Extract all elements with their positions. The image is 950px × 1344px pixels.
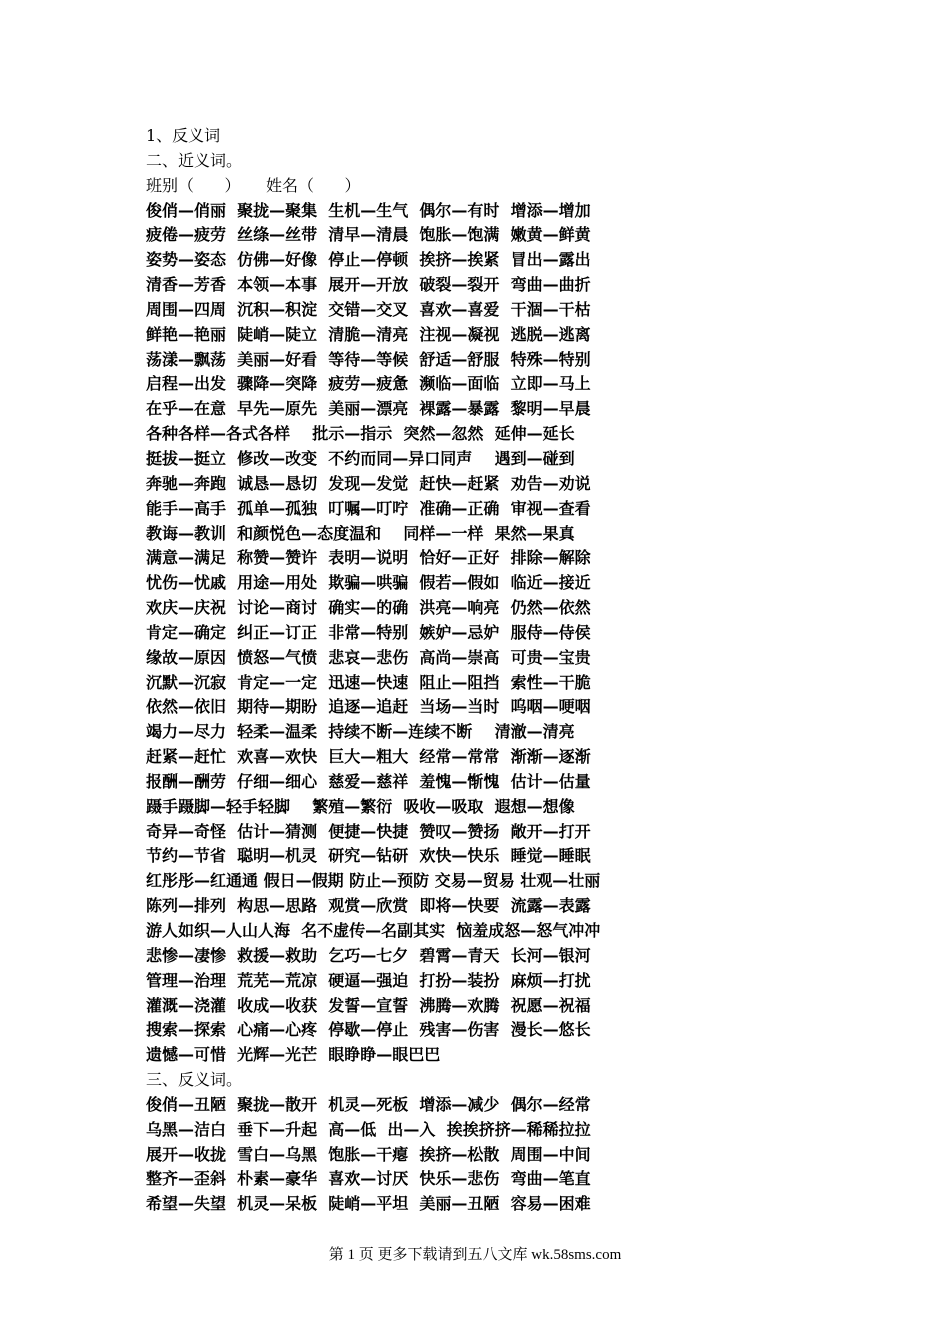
- word-pair-line: 荡漾—飘荡 美丽—好看 等待—等候 舒适—舒服 特殊—特别: [146, 349, 591, 369]
- word-pair-line: 启程—出发 骤降—突降 疲劳—疲惫 濒临—面临 立即—马上: [146, 374, 591, 394]
- word-pair-line: 悲惨—凄惨 救援—救助 乞巧—七夕 碧霄—青天 长河—银河: [146, 945, 591, 965]
- word-pair-line: 蹑手蹑脚—轻手轻脚 繁殖—繁衍 吸收—吸取 遐想—想像: [146, 796, 575, 816]
- page-footer: 第 1 页 更多下载请到五八文库 wk.58sms.com: [328, 1247, 622, 1263]
- word-pair-line: 希望—失望 机灵—呆板 陡峭—平坦 美丽—丑陋 容易—困难: [146, 1194, 591, 1214]
- word-pair-line: 教诲—教训 和颜悦色—态度温和 同样—一样 果然—果真: [146, 523, 575, 543]
- word-pair-line: 缘故—原因 愤怒—气愤 悲哀—悲伤 高尚—崇高 可贵—宝贵: [146, 647, 591, 667]
- word-pair-line: 各种各样—各式各样 批示—指示 突然—忽然 延伸—延长: [146, 424, 575, 444]
- word-pair-line: 节约—节省 聪明—机灵 研究—钻研 欢快—快乐 睡觉—睡眠: [146, 846, 591, 866]
- word-pair-line: 清香—芳香 本领—本事 展开—开放 破裂—裂开 弯曲—曲折: [146, 275, 591, 295]
- word-pair-line: 挺拔—挺立 修改—改变 不约而同—异口同声 遇到—碰到: [146, 448, 575, 468]
- word-pair-line: 满意—满足 称赞—赞许 表明—说明 恰好—正好 排除—解除: [146, 548, 591, 568]
- word-pair-line: 奇异—奇怪 估计—猜测 便捷—快捷 赞叹—赞扬 敞开—打开: [146, 821, 591, 841]
- document-body: [146, 124, 846, 1217]
- word-pair-line: 肯定—确定 纠正—订正 非常—特别 嫉妒—忌妒 服侍—侍侯: [146, 622, 591, 642]
- word-pair-line: 在乎—在意 早先—原先 美丽—漂亮 裸露—暴露 黎明—早晨: [146, 399, 591, 419]
- word-pair-line: 周围—四周 沉积—积淀 交错—交叉 喜欢—喜爱 干涸—干枯: [146, 299, 591, 319]
- word-pair-line: 姿势—姿态 仿佛—好像 停止—停顿 挨挤—挨紧 冒出—露出: [146, 250, 591, 270]
- word-pair-line: 奔驰—奔跑 诚恳—恳切 发现—发觉 赶快—赶紧 劝告—劝说: [146, 473, 591, 493]
- word-pair-line: 整齐—歪斜 朴素—豪华 喜欢—讨厌 快乐—悲伤 弯曲—笔直: [146, 1169, 591, 1189]
- word-pair-line: 鲜艳—艳丽 陡峭—陡立 清脆—清亮 注视—凝视 逃脱—逃离: [146, 324, 591, 344]
- word-pair-line: 赶紧—赶忙 欢喜—欢快 巨大—粗大 经常—常常 渐渐—逐渐: [146, 747, 591, 767]
- section-heading: 二、近义词。: [146, 150, 243, 170]
- word-pair-line: 遗憾—可惜 光辉—光芒 眼睁睁—眼巴巴: [146, 1045, 441, 1065]
- word-pair-line: 红彤彤—红通通 假日—假期 防止—预防 交易—贸易 壮观—壮丽: [146, 871, 601, 891]
- section-heading: 班别（ ） 姓名（ ）: [146, 175, 361, 195]
- word-pair-line: 报酬—酬劳 仔细—细心 慈爱—慈祥 羞愧—惭愧 估计—估量: [146, 771, 591, 791]
- word-pair-line: 乌黑—洁白 垂下—升起 高—低 出—入 挨挨挤挤—稀稀拉拉: [146, 1119, 591, 1139]
- word-pair-line: 管理—治理 荒芜—荒凉 硬逼—强迫 打扮—装扮 麻烦—打扰: [146, 970, 591, 990]
- word-pair-line: 游人如织—人山人海 名不虚传—名副其实 恼羞成怒—怒气冲冲: [146, 921, 601, 940]
- word-pair-line: 展开—收拢 雪白—乌黑 饱胀—干瘪 挨挤—松散 周围—中间: [146, 1144, 591, 1164]
- section-heading: 三、反义词。: [146, 1070, 243, 1090]
- word-pair-line: 竭力—尽力 轻柔—温柔 持续不断—连续不断 清澈—清亮: [146, 722, 575, 742]
- word-pair-line: 俊俏—俏丽 聚拢—聚集 生机—生气 偶尔—有时 增添—增加: [146, 200, 591, 220]
- word-pair-line: 陈列—排列 构思—思路 观赏—欣赏 即将—快要 流露—表露: [146, 896, 591, 916]
- word-pair-line: 搜索—探索 心痛—心疼 停歇—停止 残害—伤害 漫长—悠长: [146, 1020, 591, 1040]
- word-pair-line: 灌溉—浇灌 收成—收获 发誓—宣誓 沸腾—欢腾 祝愿—祝福: [146, 995, 591, 1015]
- word-pair-line: 欢庆—庆祝 讨论—商讨 确实—的确 洪亮—响亮 仍然—依然: [146, 598, 591, 618]
- section-heading: 1、反义词: [146, 126, 221, 145]
- word-pair-line: 依然—依旧 期待—期盼 追逐—追赶 当场—当时 呜咽—哽咽: [146, 697, 591, 717]
- word-pair-line: 沉默—沉寂 肯定—一定 迅速—快速 阻止—阻挡 索性—干脆: [146, 672, 591, 692]
- word-pair-line: 俊俏—丑陋 聚拢—散开 机灵—死板 增添—减少 偶尔—经常: [146, 1094, 591, 1114]
- word-pair-line: 疲倦—疲劳 丝绦—丝带 清早—清晨 饱胀—饱满 嫩黄—鲜黄: [146, 225, 591, 245]
- word-pair-line: 能手—高手 孤单—孤独 叮嘱—叮咛 准确—正确 审视—查看: [146, 498, 591, 518]
- word-pair-line: 忧伤—忧戚 用途—用处 欺骗—哄骗 假若—假如 临近—接近: [146, 573, 591, 593]
